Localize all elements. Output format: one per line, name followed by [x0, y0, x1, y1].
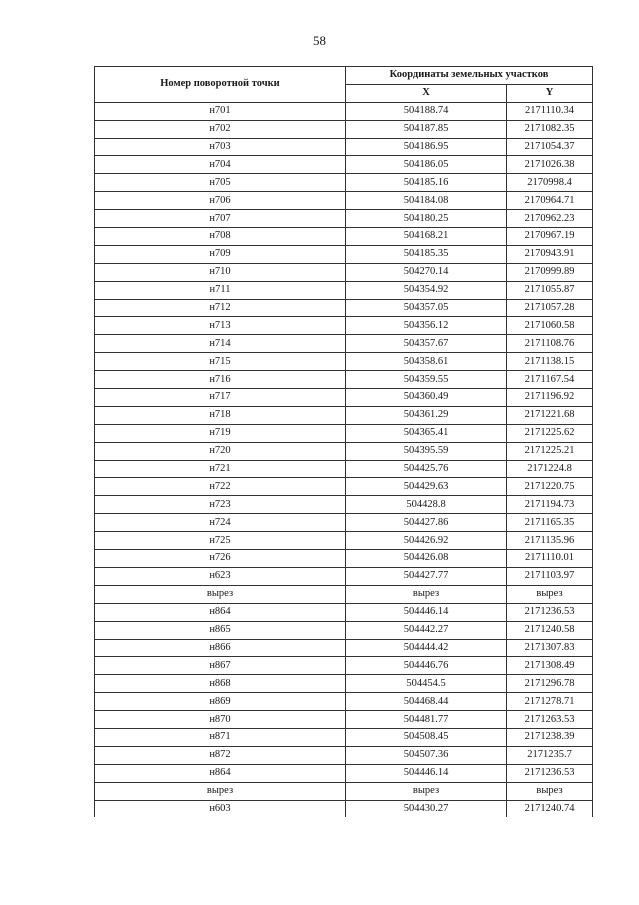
- x-coordinate-cell: 504354.92: [346, 281, 507, 299]
- x-coordinate-cell: 504425.76: [346, 460, 507, 478]
- table-row: [95, 567, 593, 585]
- x-coordinate-cell: 504186.05: [346, 156, 507, 174]
- x-coordinate-cell: 504426.92: [346, 532, 507, 550]
- y-coordinate-cell: 2171235.7: [507, 746, 593, 764]
- point-number-cell: н704: [95, 156, 346, 174]
- table-row: [95, 281, 593, 299]
- y-coordinate-cell: 2171236.53: [507, 764, 593, 782]
- x-coordinate-cell: 504188.74: [346, 102, 507, 120]
- y-coordinate-cell: 2171307.83: [507, 639, 593, 657]
- x-coordinate-cell: 504430.27: [346, 800, 507, 817]
- x-coordinate-cell: 504186.95: [346, 138, 507, 156]
- point-number-cell: н707: [95, 210, 346, 228]
- point-number-cell: н711: [95, 281, 346, 299]
- point-number-cell: н722: [95, 478, 346, 496]
- table-row: [95, 460, 593, 478]
- y-coordinate-cell: 2171225.21: [507, 442, 593, 460]
- y-coordinate-cell: 2171240.58: [507, 621, 593, 639]
- table-row: [95, 371, 593, 389]
- table-row: [95, 442, 593, 460]
- table-row: [95, 496, 593, 514]
- table-row: [95, 585, 593, 603]
- x-coordinate-cell: 504358.61: [346, 353, 507, 371]
- y-coordinate-cell: 2171054.37: [507, 138, 593, 156]
- x-coordinate-cell: 504426.08: [346, 550, 507, 568]
- table-row: [95, 693, 593, 711]
- y-coordinate-cell: 2171055.87: [507, 281, 593, 299]
- point-number-cell: н869: [95, 693, 346, 711]
- table-row: [95, 138, 593, 156]
- table-row: [95, 353, 593, 371]
- y-coordinate-cell: 2170967.19: [507, 228, 593, 246]
- x-coordinate-cell: 504180.25: [346, 210, 507, 228]
- x-coordinate-cell: 504357.67: [346, 335, 507, 353]
- table-row: [95, 317, 593, 335]
- x-coordinate-cell: 504357.05: [346, 299, 507, 317]
- x-coordinate-cell: 504360.49: [346, 389, 507, 407]
- y-coordinate-cell: 2171194.73: [507, 496, 593, 514]
- table-row: [95, 120, 593, 138]
- point-number-cell: н871: [95, 728, 346, 746]
- point-number-cell: н716: [95, 371, 346, 389]
- x-coordinate-cell: 504356.12: [346, 317, 507, 335]
- point-number-header: Номер поворотной точки: [95, 67, 346, 103]
- x-coordinate-cell: 504507.36: [346, 746, 507, 764]
- y-coordinate-cell: 2171165.35: [507, 514, 593, 532]
- table-row: [95, 424, 593, 442]
- y-coordinate-cell: 2171240.74: [507, 800, 593, 817]
- table-row: [95, 621, 593, 639]
- table-row: [95, 532, 593, 550]
- point-number-cell: н712: [95, 299, 346, 317]
- table-row: [95, 800, 593, 817]
- table-row: [95, 299, 593, 317]
- y-coordinate-cell: 2171082.35: [507, 120, 593, 138]
- x-coordinate-cell: 504365.41: [346, 424, 507, 442]
- x-coordinate-cell: 504361.29: [346, 406, 507, 424]
- point-number-cell: н720: [95, 442, 346, 460]
- x-coordinate-cell: 504187.85: [346, 120, 507, 138]
- point-number-cell: вырез: [95, 782, 346, 800]
- y-coordinate-cell: 2171108.76: [507, 335, 593, 353]
- point-number-cell: н717: [95, 389, 346, 407]
- point-number-cell: н865: [95, 621, 346, 639]
- y-coordinate-cell: 2170964.71: [507, 192, 593, 210]
- x-coordinate-cell: 504446.14: [346, 764, 507, 782]
- table-row: [95, 335, 593, 353]
- point-number-cell: н866: [95, 639, 346, 657]
- point-number-cell: н872: [95, 746, 346, 764]
- table-row: [95, 263, 593, 281]
- y-coordinate-cell: 2171138.15: [507, 353, 593, 371]
- y-coordinate-cell: 2171057.28: [507, 299, 593, 317]
- table-row: [95, 711, 593, 729]
- point-number-cell: н723: [95, 496, 346, 514]
- table-row: [95, 102, 593, 120]
- point-number-cell: н868: [95, 675, 346, 693]
- point-number-cell: н713: [95, 317, 346, 335]
- point-number-cell: н710: [95, 263, 346, 281]
- y-coordinate-cell: 2170943.91: [507, 245, 593, 263]
- y-coordinate-cell: 2171103.97: [507, 567, 593, 585]
- point-number-cell: н708: [95, 228, 346, 246]
- x-coordinate-cell: 504395.59: [346, 442, 507, 460]
- x-coordinate-cell: 504270.14: [346, 263, 507, 281]
- coordinates-table: [94, 66, 593, 817]
- point-number-cell: н714: [95, 335, 346, 353]
- table-row: [95, 764, 593, 782]
- y-coordinate-cell: 2170962.23: [507, 210, 593, 228]
- page-number: 58: [313, 33, 326, 48]
- table-row: [95, 478, 593, 496]
- table-row: [95, 210, 593, 228]
- table-row: [95, 245, 593, 263]
- y-coordinate-cell: 2171221.68: [507, 406, 593, 424]
- x-coordinate-cell: вырез: [346, 585, 507, 603]
- point-number-cell: н709: [95, 245, 346, 263]
- y-coordinate-cell: 2171110.34: [507, 102, 593, 120]
- y-coordinate-cell: 2170999.89: [507, 263, 593, 281]
- x-coordinate-cell: 504444.42: [346, 639, 507, 657]
- y-coordinate-cell: 2171026.38: [507, 156, 593, 174]
- point-number-cell: н719: [95, 424, 346, 442]
- y-coordinate-cell: 2171135.96: [507, 532, 593, 550]
- x-coordinate-cell: 504468.44: [346, 693, 507, 711]
- point-number-cell: н724: [95, 514, 346, 532]
- table-body: [95, 102, 593, 817]
- point-number-cell: н870: [95, 711, 346, 729]
- x-coordinate-cell: 504446.14: [346, 603, 507, 621]
- table-row: [95, 389, 593, 407]
- point-number-cell: н721: [95, 460, 346, 478]
- y-coordinate-cell: 2171238.39: [507, 728, 593, 746]
- y-coordinate-cell: 2171224.8: [507, 460, 593, 478]
- x-coordinate-cell: 504429.63: [346, 478, 507, 496]
- point-number-cell: н864: [95, 764, 346, 782]
- coordinates-header: Координаты земельных участков: [346, 67, 593, 85]
- x-coordinate-cell: 504454.5: [346, 675, 507, 693]
- x-coordinate-cell: 504428.8: [346, 496, 507, 514]
- x-coordinate-cell: 504359.55: [346, 371, 507, 389]
- table-row: [95, 603, 593, 621]
- table-row: [95, 406, 593, 424]
- table-row: [95, 746, 593, 764]
- y-coordinate-cell: 2171220.75: [507, 478, 593, 496]
- table-row: [95, 675, 593, 693]
- point-number-cell: н705: [95, 174, 346, 192]
- point-number-cell: н706: [95, 192, 346, 210]
- point-number-cell: н725: [95, 532, 346, 550]
- table-row: [95, 174, 593, 192]
- x-coordinate-cell: 504185.35: [346, 245, 507, 263]
- table-row: [95, 228, 593, 246]
- x-coordinate-cell: 504446.76: [346, 657, 507, 675]
- y-coordinate-cell: 2171225.62: [507, 424, 593, 442]
- point-number-cell: н867: [95, 657, 346, 675]
- y-coordinate-cell: 2171060.58: [507, 317, 593, 335]
- point-number-cell: н703: [95, 138, 346, 156]
- x-coordinate-cell: 504427.77: [346, 567, 507, 585]
- table-row: [95, 639, 593, 657]
- table-row: [95, 782, 593, 800]
- y-coordinate-cell: вырез: [507, 782, 593, 800]
- point-number-cell: н603: [95, 800, 346, 817]
- table-row: [95, 728, 593, 746]
- y-coordinate-cell: вырез: [507, 585, 593, 603]
- y-coordinate-cell: 2171167.54: [507, 371, 593, 389]
- table-row: [95, 514, 593, 532]
- x-coordinate-cell: 504168.21: [346, 228, 507, 246]
- y-header: Y: [507, 84, 593, 102]
- table-row: [95, 550, 593, 568]
- x-header: X: [346, 84, 507, 102]
- table-row: [95, 192, 593, 210]
- point-number-cell: вырез: [95, 585, 346, 603]
- point-number-cell: н701: [95, 102, 346, 120]
- y-coordinate-cell: 2171196.92: [507, 389, 593, 407]
- point-number-cell: н726: [95, 550, 346, 568]
- point-number-cell: н864: [95, 603, 346, 621]
- point-number-cell: н718: [95, 406, 346, 424]
- x-coordinate-cell: 504184.08: [346, 192, 507, 210]
- x-coordinate-cell: 504508.45: [346, 728, 507, 746]
- point-number-cell: н623: [95, 567, 346, 585]
- y-coordinate-cell: 2171308.49: [507, 657, 593, 675]
- table-row: [95, 657, 593, 675]
- point-number-cell: н702: [95, 120, 346, 138]
- x-coordinate-cell: 504481.77: [346, 711, 507, 729]
- x-coordinate-cell: вырез: [346, 782, 507, 800]
- x-coordinate-cell: 504427.86: [346, 514, 507, 532]
- y-coordinate-cell: 2171278.71: [507, 693, 593, 711]
- y-coordinate-cell: 2170998.4: [507, 174, 593, 192]
- y-coordinate-cell: 2171296.78: [507, 675, 593, 693]
- x-coordinate-cell: 504185.16: [346, 174, 507, 192]
- table-row: [95, 156, 593, 174]
- y-coordinate-cell: 2171110.01: [507, 550, 593, 568]
- point-number-cell: н715: [95, 353, 346, 371]
- y-coordinate-cell: 2171263.53: [507, 711, 593, 729]
- y-coordinate-cell: 2171236.53: [507, 603, 593, 621]
- x-coordinate-cell: 504442.27: [346, 621, 507, 639]
